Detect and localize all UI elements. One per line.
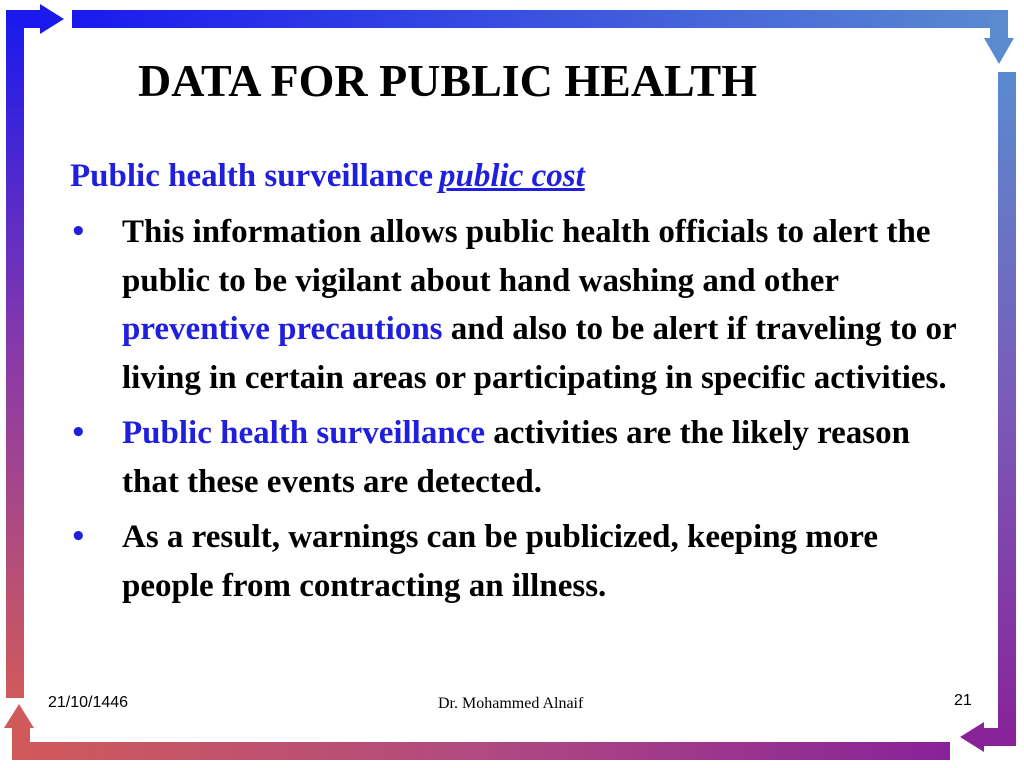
highlight-text: Public health surveillance [122,415,485,451]
bullet-item [66,208,966,402]
slide-title: DATA FOR PUBLIC HEALTH [138,55,757,106]
arrow-down-icon [984,38,1014,64]
public-cost-link[interactable]: public cost [439,158,585,194]
frame-bottom-bar [12,742,950,760]
frame-top-bar [72,10,1006,28]
bullet-list [66,208,966,617]
frame-bottom-right-elbow [980,728,1016,746]
bullet-icon: • [70,522,87,552]
arrow-up-icon [4,704,34,728]
frame-top-left-elbow [6,10,42,28]
bullet-text: As a result, warnings can be publicized, keeping more people from contracting an illness. [122,519,878,604]
frame-left-bar [6,18,24,698]
bullet-text: This information allows public health officials to alert the public to be vigilant about hand washing and other [122,214,931,299]
bullet-icon: • [70,217,87,247]
bullet-item [66,409,966,506]
bullet-item [66,513,966,610]
bullet-text: activities are the likely reason that these events are detected. [122,415,910,500]
slide-number: 21 [954,692,972,709]
highlight-text: preventive precautions [122,311,443,347]
footer-author: Dr. Mohammed Alnaif [438,695,584,712]
arrow-left-icon [960,722,984,752]
frame-right-bar [998,72,1016,744]
frame-top-right-elbow [990,10,1008,40]
bullet-icon: • [70,418,87,448]
arrow-right-icon [40,4,64,34]
footer-date: 21/10/1446 [48,694,129,711]
bullet-text: and also to be alert if traveling to or living in certain areas or participating in specific activities. [122,311,957,396]
subtitle-text: Public health surveillance [70,158,433,194]
slide-subtitle [70,158,585,194]
